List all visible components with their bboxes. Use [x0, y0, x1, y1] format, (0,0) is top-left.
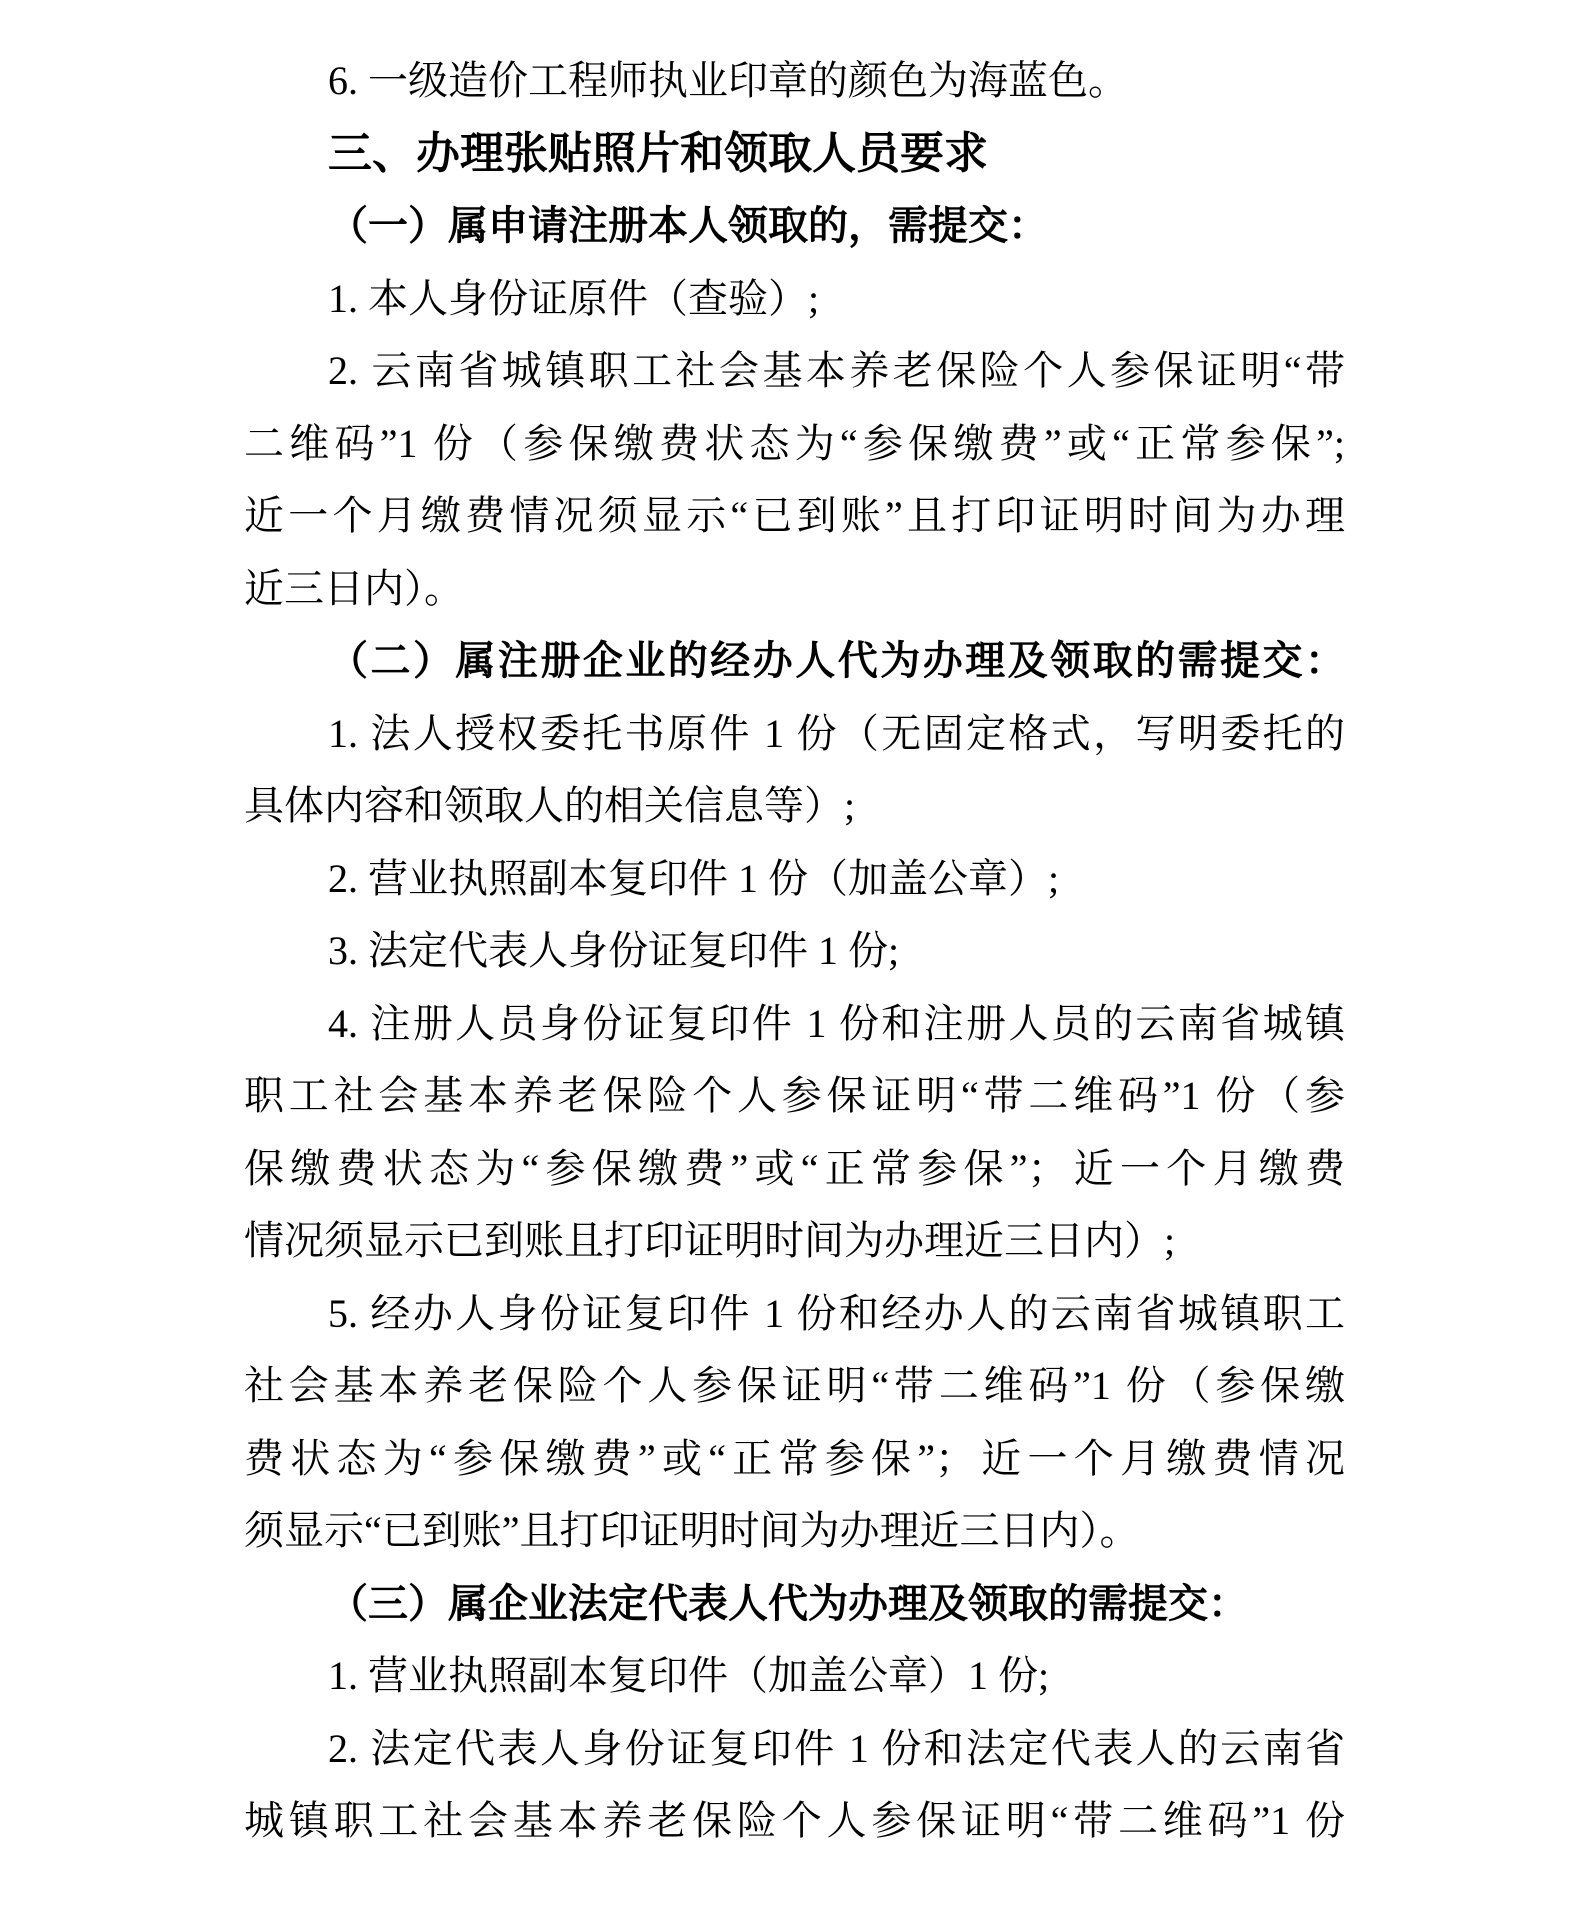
heading-line: （二）属注册企业的经办人代为办理及领取的需提交：	[328, 638, 1345, 683]
text-line: 保缴费状态为“参保缴费”或“正常参保”；近一个月缴费	[244, 1145, 1345, 1191]
text-line: 1. 营业执照副本复印件（加盖公章）1 份;	[328, 1653, 1050, 1698]
text-line: 5. 经办人身份证复印件 1 份和经办人的云南省城镇职工	[328, 1290, 1345, 1336]
text-line: 2. 营业执照副本复印件 1 份（加盖公章）;	[328, 855, 1060, 901]
text-line: 4. 注册人员身份证复印件 1 份和注册人员的云南省城镇	[328, 1000, 1345, 1046]
text-line: 近一个月缴费情况须显示“已到账”且打印证明时间为办理	[244, 493, 1345, 538]
text-line: 社会基本养老保险个人参保证明“带二维码”1 份（参保缴	[244, 1363, 1345, 1408]
text-line: 二维码”1 份（参保缴费状态为“参保缴费”或“正常参保”;	[244, 420, 1345, 466]
text-line: 具体内容和领取人的相关信息等）;	[244, 783, 856, 828]
text-line: 职工社会基本养老保险个人参保证明“带二维码”1 份（参	[244, 1073, 1345, 1118]
text-line: 2. 法定代表人身份证复印件 1 份和法定代表人的云南省	[328, 1725, 1345, 1771]
heading-line: （三）属企业法定代表人代为办理及领取的需提交：	[328, 1580, 1248, 1626]
text-line: 2. 云南省城镇职工社会基本养老保险个人参保证明“带	[328, 348, 1345, 393]
text-line: 城镇职工社会基本养老保险个人参保证明“带二维码”1 份	[244, 1798, 1345, 1843]
text-line: 1. 本人身份证原件（查验）;	[328, 275, 820, 321]
document-body	[244, 45, 1345, 1858]
text-line: 须显示“已到账”且打印证明时间为办理近三日内）。	[244, 1508, 1140, 1553]
text-line: 情况须显示已到账且打印证明时间为办理近三日内）;	[244, 1218, 1176, 1263]
heading-line: （一）属申请注册本人领取的，需提交：	[328, 203, 1048, 248]
text-line: 6. 一级造价工程师执业印章的颜色为海蓝色。	[328, 58, 1128, 103]
heading-line: 三、办理张贴照片和领取人员要求	[328, 128, 988, 178]
text-line: 1. 法人授权委托书原件 1 份（无固定格式，写明委托的	[328, 710, 1345, 756]
text-line: 3. 法定代表人身份证复印件 1 份;	[328, 928, 900, 973]
text-line: 费状态为“参保缴费”或“正常参保”；近一个月缴费情况	[244, 1435, 1345, 1481]
text-line: 近三日内）。	[244, 565, 464, 611]
